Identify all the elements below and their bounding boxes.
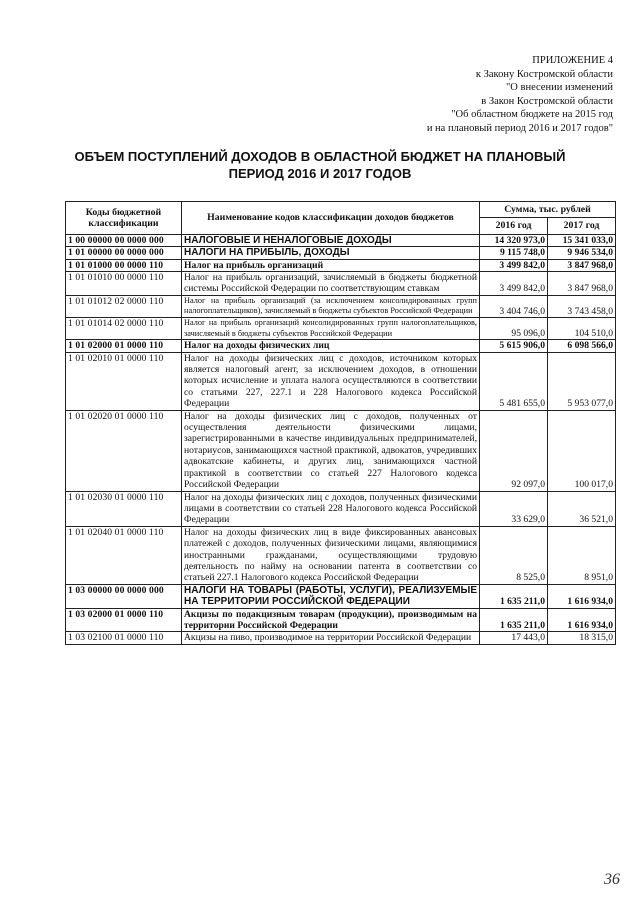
table-row [66, 491, 616, 526]
row-2017: 100 017,0 [548, 410, 616, 491]
row-code: 1 01 02040 01 0000 110 [66, 526, 182, 584]
appendix-line: ПРИЛОЖЕНИЕ 4 [532, 55, 613, 66]
row-code: 1 01 01010 00 0000 110 [66, 272, 182, 296]
row-name: Налог на доходы физических лиц с доходов, полученных физическими лицами в соответствии со статьей 228 Налогового кодекса Российской Федерации [182, 491, 480, 526]
row-2017: 3 743 458,0 [548, 295, 616, 317]
row-code: 1 01 00000 00 0000 000 [66, 247, 182, 259]
row-name: НАЛОГИ НА ПРИБЫЛЬ, ДОХОДЫ [182, 247, 480, 259]
row-2016: 3 404 746,0 [480, 295, 548, 317]
row-code: 1 03 02000 01 0000 110 [66, 608, 182, 632]
table-row [66, 318, 616, 340]
table-row [66, 632, 616, 644]
appendix-line: "О внесении изменений [506, 82, 613, 94]
table-row [66, 259, 616, 271]
appendix-line: к Закону Костромской области [475, 68, 613, 80]
row-code: 1 01 01000 00 0000 110 [66, 259, 182, 271]
table-row [66, 247, 616, 259]
appendix-header [427, 54, 613, 136]
row-name: НАЛОГИ НА ТОВАРЫ (РАБОТЫ, УСЛУГИ), РЕАЛИЗУЕМЫЕ НА ТЕРРИТОРИИ РОССИЙСКОЙ ФЕДЕРАЦИИ [182, 584, 480, 608]
row-2016: 1 635 211,0 [480, 584, 548, 608]
table-row [66, 340, 616, 352]
row-2016: 8 525,0 [480, 526, 548, 584]
row-name: Налог на прибыль организаций консолидированных групп налогоплательщиков, зачисляемый в бюджеты субъектов Российской Федерации [182, 318, 480, 340]
row-2016: 17 443,0 [480, 632, 548, 644]
revenue-table [65, 201, 616, 645]
table-row [66, 234, 616, 246]
table-row [66, 272, 616, 296]
row-2017: 1 616 934,0 [548, 584, 616, 608]
table-row [66, 295, 616, 317]
row-2017: 15 341 033,0 [548, 234, 616, 246]
page-number: 36 [604, 871, 620, 888]
row-2016: 3 499 842,0 [480, 259, 548, 271]
row-2017: 18 315,0 [548, 632, 616, 644]
row-code: 1 01 01012 02 0000 110 [66, 295, 182, 317]
row-name: Налог на доходы физических лиц [182, 340, 480, 352]
row-2016: 9 115 748,0 [480, 247, 548, 259]
row-2016: 5 615 906,0 [480, 340, 548, 352]
row-name: Акцизы по подакцизным товарам (продукции), производимым на территории Российской Федерации [182, 608, 480, 632]
header-code: Коды бюджетной классификации [66, 202, 182, 235]
table-row [66, 608, 616, 632]
appendix-line: "Об областном бюджете на 2015 год [451, 109, 613, 121]
title-line-2: ПЕРИОД 2016 И 2017 ГОДОВ [228, 166, 412, 181]
row-code: 1 01 02030 01 0000 110 [66, 491, 182, 526]
table-row [66, 526, 616, 584]
row-2017: 3 847 968,0 [548, 259, 616, 271]
row-name: Налог на доходы физических лиц с доходов, источником которых является налоговый агент, за исключением доходов, в отношении которых исчисление и уплата налога осуществляются в соответствии со статьями 227, 227.1 и 228 Налогового кодекса Российской Федерации [182, 352, 480, 410]
row-code: 1 01 02020 01 0000 110 [66, 410, 182, 491]
row-name: Налог на прибыль организаций [182, 259, 480, 271]
row-2016: 95 096,0 [480, 318, 548, 340]
row-2017: 104 510,0 [548, 318, 616, 340]
row-2016: 33 629,0 [480, 491, 548, 526]
row-name: НАЛОГОВЫЕ И НЕНАЛОГОВЫЕ ДОХОДЫ [182, 234, 480, 246]
document-title [40, 148, 600, 182]
header-2016: 2016 год [480, 218, 548, 234]
row-code: 1 01 02000 01 0000 110 [66, 340, 182, 352]
row-name: Налог на доходы физических лиц в виде фиксированных авансовых платежей с доходов, полученных физическими лицами, являющимися иностранными гражданами, осуществляющими трудовую деятельность по найму на основании патента в соответствии со статьей 227.1 Налогового кодекса Российской Федерации [182, 526, 480, 584]
row-2017: 36 521,0 [548, 491, 616, 526]
row-2017: 5 953 077,0 [548, 352, 616, 410]
row-name: Акцизы на пиво, производимое на территории Российской Федерации [182, 632, 480, 644]
row-2016: 3 499 842,0 [480, 272, 548, 296]
row-2016: 92 097,0 [480, 410, 548, 491]
table-row [66, 584, 616, 608]
row-name: Налог на прибыль организаций (за исключением консолидированных групп налогоплательщиков), зачисляемый в бюджеты субъектов Российской Федерации [182, 295, 480, 317]
table-row [66, 410, 616, 491]
row-code: 1 03 02100 01 0000 110 [66, 632, 182, 644]
appendix-line: и на плановый период 2016 и 2017 годов" [426, 122, 613, 134]
header-sum: Сумма, тыс. рублей [480, 202, 616, 218]
header-name: Наименование кодов классификации доходов бюджетов [182, 202, 480, 235]
row-2017: 9 946 534,0 [548, 247, 616, 259]
row-code: 1 01 01014 02 0000 110 [66, 318, 182, 340]
row-2017: 8 951,0 [548, 526, 616, 584]
row-2017: 1 616 934,0 [548, 608, 616, 632]
row-name: Налог на доходы физических лиц с доходов, полученных от осуществления деятельности физическими лицами, зарегистрированными в качестве индивидуальных предпринимателей, нотариусов, занимающихся частной практикой, адвокатов, учредивших адвокатские кабинеты, и других лиц, занимающихся частной практикой в соответствии со статьей 227 Налогового кодекса Российской Федерации [182, 410, 480, 491]
appendix-line: в Закон Костромской области [481, 95, 613, 107]
row-2016: 5 481 655,0 [480, 352, 548, 410]
table-row [66, 352, 616, 410]
row-2016: 14 320 973,0 [480, 234, 548, 246]
row-code: 1 03 00000 00 0000 000 [66, 584, 182, 608]
row-2016: 1 635 211,0 [480, 608, 548, 632]
row-code: 1 01 02010 01 0000 110 [66, 352, 182, 410]
row-name: Налог на прибыль организаций, зачисляемый в бюджеты бюджетной системы Российской Федерации по соответствующим ставкам [182, 272, 480, 296]
row-2017: 6 098 566,0 [548, 340, 616, 352]
row-code: 1 00 00000 00 0000 000 [66, 234, 182, 246]
title-line-1: ОБЪЕМ ПОСТУПЛЕНИЙ ДОХОДОВ В ОБЛАСТНОЙ БЮДЖЕТ НА ПЛАНОВЫЙ [74, 149, 566, 164]
row-2017: 3 847 968,0 [548, 272, 616, 296]
header-2017: 2017 год [548, 218, 616, 234]
